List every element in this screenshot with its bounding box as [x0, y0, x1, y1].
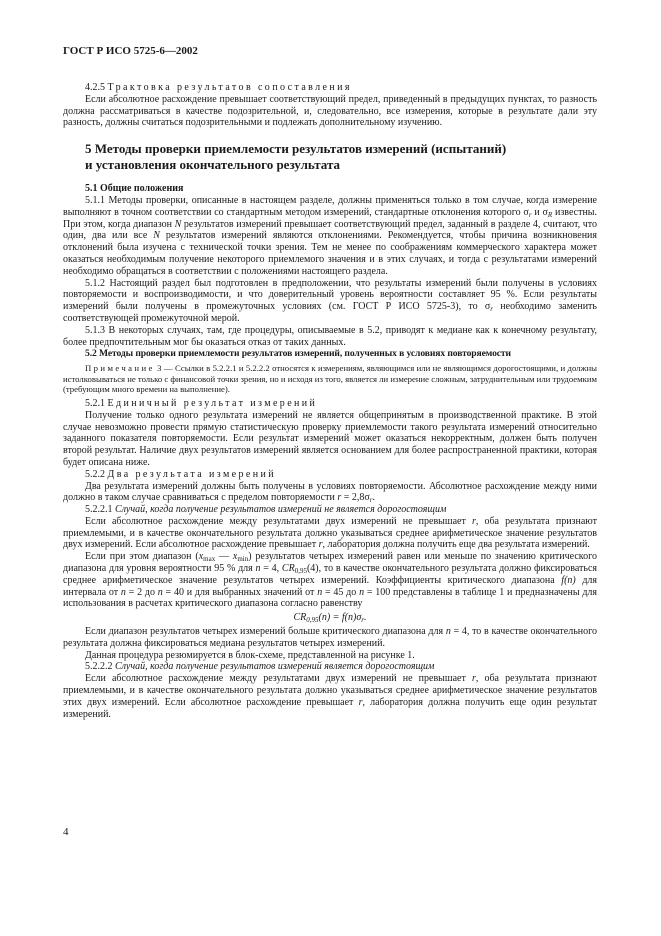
note-3: Примечание 3 — Ссылки в 5.2.2.1 и 5.2.2.2 относятся к измерениям, являющимся или не являющимся дорогостоящими, и должны истолковываться не только с финансовой точки зрения, но и исходя из того, является ли измерение сложным, затруднительным или трудоемким (требующим много времени на выполнение).: [63, 363, 597, 395]
subsection-5-2-title: 5.2 Методы проверки приемлемости результатов измерений, полученных в условиях повторяемости: [85, 348, 511, 360]
paragraph-5-2-2: Два результата измерений должны быть получены в условиях повторяемости. Абсолютное расхождение между ними должно в таком случае сравниваться с пределом повторяемости $r = 2,8\sigma_r$.: [63, 480, 597, 505]
subsection-5-2-2-2-heading: 5.2.2.2 Случай, когда получение результатов измерений является дорогостоящим: [85, 661, 435, 673]
subsection-4-2-5-heading: 4.2.5 Трактовка результатов сопоставления: [85, 82, 352, 93]
paragraph-5-1-1: 5.1.1 Методы проверки, описанные в настоящем разделе, должны применяться только в том случае, когда измерение выполняют в точном соответствии со стандартным методом измерений, стандартные отклонения которого $\sigma_r$ и $\sigma_R$ известны. При этом, когда диапазон N результатов измерений превышает соответствующий предел, заданный в разделе 4, считают, что один, два или все N результатов измерений являются отклонениями. Рекомендуется, чтобы причина возникновения отклонений была изучена с технической точки зрения. Тем не менее по соображениям коммерческого характера может оказаться необходимым получение некоторого приемлемого значения и в этих случаях, и тогда с результатами измерений необходимо обращаться в соответствии с положениями настоящего раздела.: [63, 194, 598, 277]
section-5-title: 5 Методы проверки приемлемости результатов измерений (испытаний) и установления окончательного результата: [85, 141, 507, 173]
paragraph-5-2-1: Получение только одного результата измерений не является общепринятым в производственной практике. В этой случае невозможно провести прямую статистическую проверку приемлемости такого результата измерений относительно заданного показателя повторяемости. Если результат измерений может оказаться некорректным, должен быть получен второй результат. Наличие двух результатов измерений является основанием для более распространенной практики, которая будет описана ниже.: [63, 409, 597, 468]
paragraph-5-1-3: 5.1.3 В некоторых случаях, там, где процедуры, описываемые в 5.2, приводят к медиане как к конечному результату, более предпочтительным мог бы оказаться отказ от таких данных.: [63, 324, 597, 348]
paragraph-4-2-5: Если абсолютное расхождение превышает соответствующий предел, приведенный в предыдущих пунктах, то разность должна рассматриваться в качестве подозрительной, и, следовательно, все измерения, которые в результате дали эту разность, должны считаться подозрительными и подлежать дополнительному изучению.: [63, 93, 597, 129]
paragraph-5-2-2-1-a: Если абсолютное расхождение между результатами двух измерений не превышает r, оба результата признают приемлемыми, и в качестве окончательного результата должно указываться среднее арифметическое значение результатов двух измерений. Если абсолютное расхождение превышает r, лаборатория должна получить еще два результата измерений.: [63, 515, 597, 551]
paragraph-5-2-2-1-b: Если при этом диапазон ($x_{max}$ — $x_{min}$) результатов четырех измерений равен или меньше по значению критического диапазона для уровня вероятности 95 % для n = 4, $CR_{0,95}(4)$, то в качестве окончательного результата должно фиксироваться среднее арифметическое значение результатов четырех измерений. Коэффициенты критического диапазона f(n) для интервала от n = 2 до n = 40 и для выбранных значений от n = 45 до n = 100 представлены в таблице 1 и предназначены для использования в расчетах критического диапазона согласно равенству: [63, 551, 598, 610]
subsection-5-2-1-heading: 5.2.1 Единичный результат измерений: [85, 397, 318, 409]
paragraph-5-2-2-1-c: Если диапазон результатов четырех измерений больше критического диапазона для n = 4, то в качестве окончательного результата должна фиксироваться медиана результатов четырех измерений.: [63, 626, 597, 649]
page-number: 4: [63, 826, 69, 838]
document-header: ГОСТ Р ИСО 5725-6—2002: [63, 45, 198, 57]
subsection-5-2-2-1-heading: 5.2.2.1 Случай, когда получение результатов измерений не является дорогостоящим: [85, 504, 447, 516]
subsection-5-2-2-heading: 5.2.2 Два результата измерений: [85, 468, 277, 480]
paragraph-5-1-2: 5.1.2 Настоящий раздел был подготовлен в предположении, что результаты измерений были получены в условиях повторяемости и воспроизводимости, и что доверительный уровень вероятности составляет 95 %. Если результаты измерений были получены в промежуточных условиях (см. ГОСТ Р ИСО 5725-3), то $\sigma_r$ необходимо заменить соответствующей промежуточной мерой.: [63, 277, 597, 324]
formula-critical-range: $CR_{0,95}(n) = f(n)\sigma_r$.: [293, 612, 367, 625]
paragraph-5-2-2-2: Если абсолютное расхождение между результатами двух измерений не превышает r, оба результата признают приемлемыми, и в качестве окончательного результата должно указываться среднее арифметическое значение результатов этих двух измерений. Если абсолютное расхождение превышает r, лаборатория должна получить еще один результат измерений.: [63, 673, 597, 720]
paragraph-5-2-2-1-d: Данная процедура резюмируется в блок-схеме, представленной на рисунке 1.: [85, 649, 415, 661]
page-content: [63, 82, 597, 720]
subsection-5-1-title: 5.1 Общие положения: [85, 183, 184, 195]
